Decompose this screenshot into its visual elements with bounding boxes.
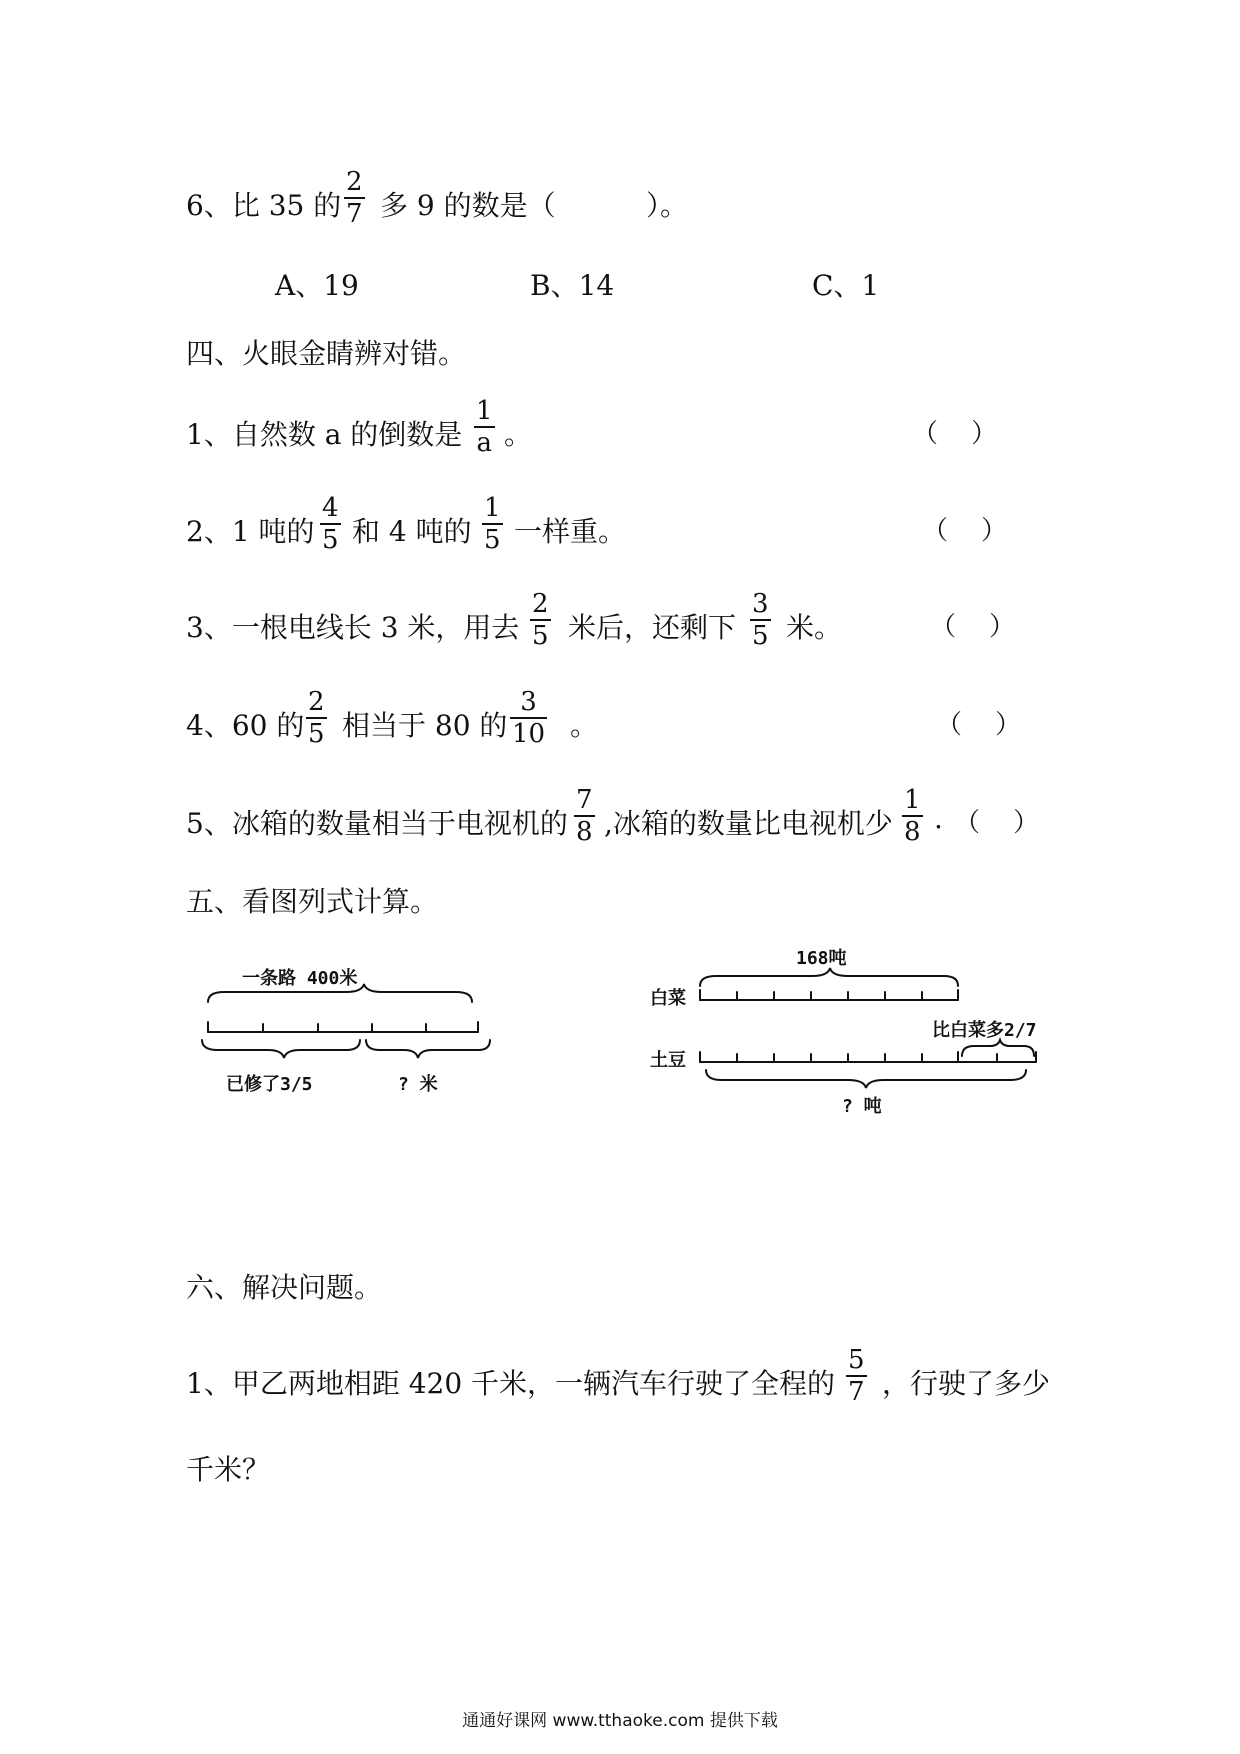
- cabbage-top-brace: [700, 968, 958, 986]
- s4-item4-text-b: 相当于 80 的: [342, 709, 508, 742]
- more-brace: [962, 1040, 1034, 1056]
- s4-item2-text-b: 和 4 吨的: [352, 515, 472, 548]
- s4-item5-answer-paren[interactable]: （ ）: [954, 808, 1040, 838]
- fraction-numerator: 2: [308, 687, 325, 717]
- fraction-numerator: 3: [510, 687, 547, 719]
- unknown-road-label: ? 米: [398, 1074, 438, 1095]
- s4-item2-answer-paren[interactable]: （ ）: [922, 516, 1008, 546]
- s4-item4-text-c: 。: [570, 709, 599, 742]
- fraction-denominator: 8: [576, 817, 593, 847]
- s4-item5-text-c: .: [934, 802, 943, 835]
- fraction-numerator: 5: [848, 1345, 865, 1375]
- fraction-denominator: 7: [848, 1377, 865, 1407]
- fraction-numerator: 1: [904, 785, 921, 815]
- fraction-numerator: 1: [476, 396, 493, 426]
- fraction-denominator: 5: [484, 525, 501, 555]
- s4-item5-text-b: ,冰箱的数量比电视机少: [604, 807, 893, 840]
- q6-option-b: B、14: [530, 269, 615, 302]
- q6-text-b: 多 9 的数是（: [380, 189, 556, 222]
- fraction-numerator: 2: [346, 167, 363, 197]
- more-than-cabbage-label: 比白菜多2/7: [932, 1020, 1037, 1041]
- fraction-denominator: 7: [346, 199, 363, 229]
- road-total-label: 一条路 400米: [242, 968, 358, 989]
- s4-item2-text-c: 一样重。: [514, 515, 627, 548]
- s4-item1-text-b: 。: [504, 418, 533, 451]
- q6-text-c: ）。: [646, 189, 689, 222]
- unknown-potato-label: ? 吨: [842, 1096, 882, 1117]
- potato-label: 土豆: [650, 1050, 686, 1071]
- fraction-numerator: 2: [532, 589, 549, 619]
- fraction-numerator: 3: [752, 589, 769, 619]
- potato-bottom-brace: [706, 1070, 1026, 1088]
- repaired-brace: [202, 1040, 360, 1058]
- s4-item3-text-b: 米后，还剩下: [568, 611, 737, 644]
- s4-item3-answer-paren[interactable]: （ ）: [930, 612, 1016, 642]
- fraction-denominator: 5: [308, 719, 325, 749]
- section6-title: 六、解决问题。: [186, 1271, 383, 1304]
- s4-item2-text-a: 2、1 吨的: [186, 515, 315, 548]
- s6-q1-text-c: 千米？: [186, 1453, 271, 1486]
- fraction-denominator: a: [476, 428, 493, 458]
- fraction-denominator: 10: [512, 719, 546, 749]
- fraction-denominator: 5: [752, 621, 769, 651]
- fraction-numerator: 1: [484, 493, 501, 523]
- s6-q1-fraction: [846, 1345, 867, 1407]
- footer-credit: 通通好课网 www.tthaoke.com 提供下载: [462, 1711, 778, 1731]
- cabbage-amount-label: 168吨: [796, 948, 847, 969]
- repaired-label: 已修了3/5: [226, 1074, 313, 1095]
- fraction-denominator: 5: [322, 525, 339, 555]
- fraction-numerator: 7: [576, 785, 593, 815]
- section4-title: 四、火眼金睛辨对错。: [186, 337, 467, 370]
- unknown-road-brace: [366, 1040, 490, 1058]
- fraction-numerator: 4: [322, 493, 339, 523]
- s4-item3-text-a: 3、一根电线长 3 米，用去: [186, 611, 520, 644]
- q6-text-a: 6、比 35 的: [186, 189, 342, 222]
- fraction-denominator: 5: [532, 621, 549, 651]
- s4-item1-text-a: 1、自然数 a 的倒数是: [186, 418, 463, 451]
- s6-q1-text-b: ，行驶了多少: [882, 1367, 1051, 1400]
- q6-option-c: C、1: [812, 269, 880, 302]
- s6-q1-text-a: 1、甲乙两地相距 420 千米，一辆汽车行驶了全程的: [186, 1367, 836, 1400]
- section5-title: 五、看图列式计算。: [186, 885, 439, 918]
- fraction-denominator: 8: [904, 817, 921, 847]
- q6-option-a: A、19: [275, 269, 359, 302]
- s4-item3-text-c: 米。: [786, 611, 843, 644]
- s4-item4-answer-paren[interactable]: （ ）: [936, 710, 1022, 740]
- s4-item1-answer-paren[interactable]: （ ）: [912, 419, 998, 449]
- cabbage-label: 白菜: [650, 988, 686, 1009]
- s4-item4-text-a: 4、60 的: [186, 709, 305, 742]
- s4-item5-text-a: 5、冰箱的数量相当于电视机的: [186, 807, 568, 840]
